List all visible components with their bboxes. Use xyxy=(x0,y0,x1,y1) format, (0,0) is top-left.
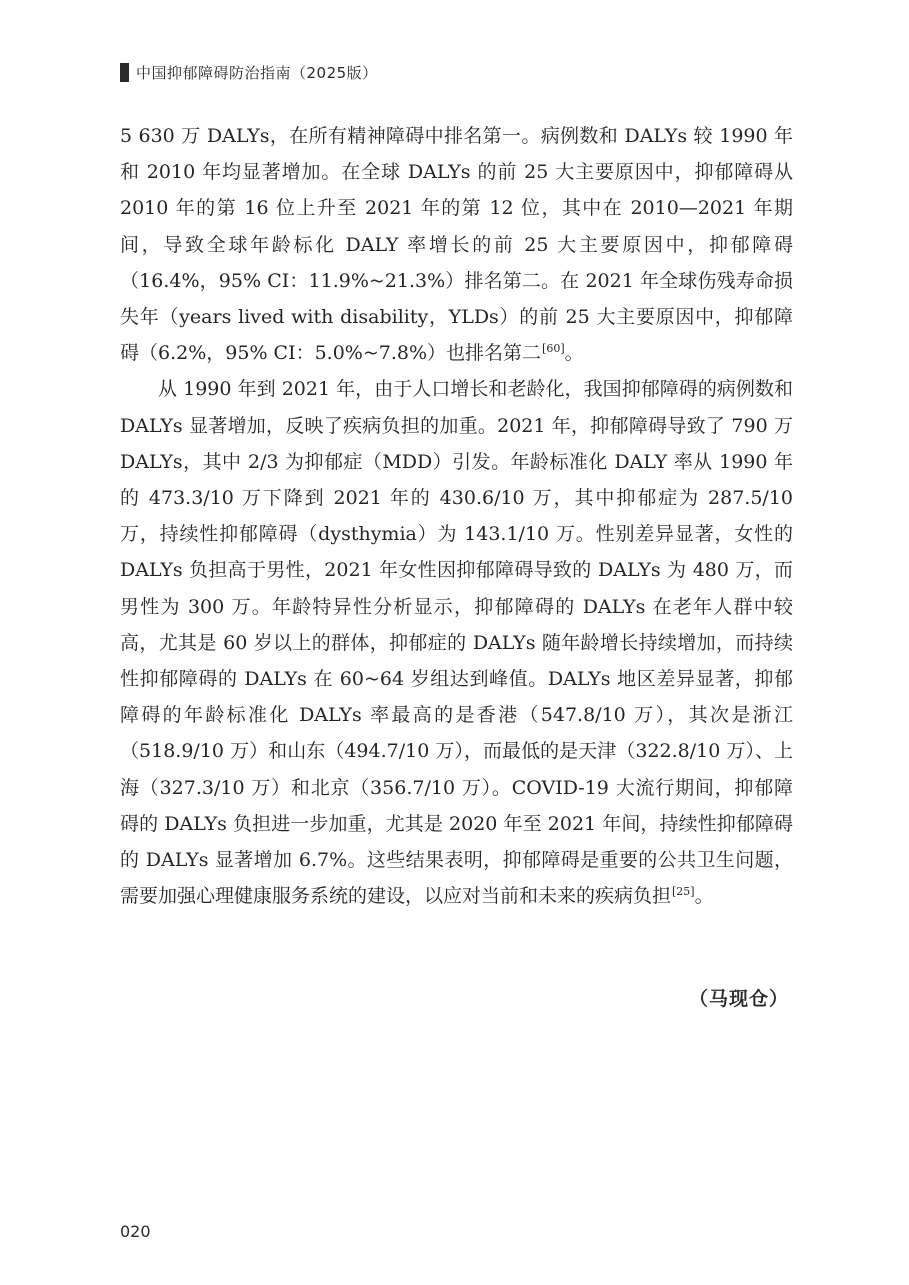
paragraph-1 xyxy=(120,118,793,371)
body-text xyxy=(120,118,793,914)
citation-25: [25] xyxy=(672,884,695,898)
page-number: 020 xyxy=(120,1222,151,1241)
author-attribution: （马现仓） xyxy=(688,988,789,1010)
book-title: 中国抑郁障碍防治指南（2025版） xyxy=(136,63,378,82)
paragraph-1-text: 5 630 万 DALYs，在所有精神障碍中排名第一。病例数和 DALYs 较 1990 年和 2010 年均显著增加。在全球 DALYs 的前 25 大主要原因中，抑郁障碍从 2010 年的第 16 位上升至 2021 年的第 12 位，其中在 2010—2021 年期间，导致全球年龄标化 DALY 率增长的前 25 大主要原因中，抑郁障碍（16.4%，95% CI：11.9%~21.3%）排名第二。在 2021 年全球伤残寿命损失年（years lived with disability，YLDs）的前 25 大主要原因中，抑郁障碍（6.2%，95% CI：5.0%~7.8%）也排名第二 xyxy=(120,125,793,365)
paragraph-2-end: 。 xyxy=(694,885,714,908)
header-bar-mark xyxy=(120,63,129,82)
paragraph-2-text: 从 1990 年到 2021 年，由于人口增长和老龄化，我国抑郁障碍的病例数和 DALYs 显著增加，反映了疾病负担的加重。2021 年，抑郁障碍导致了 790 万 DALYs，其中 2/3 为抑郁症（MDD）引发。年龄标准化 DALY 率从 1990 年的 473.3/10 万下降到 2021 年的 430.6/10 万，其中抑郁症为 287.5/10 万，持续性抑郁障碍（dysthymia）为 143.1/10 万。性别差异显著，女性的 DALYs 负担高于男性，2021 年女性因抑郁障碍导致的 DALYs 为 480 万，而男性为 300 万。年龄特异性分析显示，抑郁障碍的 DALYs 在老年人群中较高，尤其是 60 岁以上的群体，抑郁症的 DALYs 随年龄增长持续增加，而持续性抑郁障碍的 DALYs 在 60~64 岁组达到峰值。DALYs 地区差异显著，抑郁障碍的年龄标准化 DALYs 率最高的是香港（547.8/10 万），其次是浙江（518.9/10 万）和山东（494.7/10 万），而最低的是天津（322.8/10 万）、上海（327.3/10 万）和北京（356.7/10 万）。COVID-19 大流行期间，抑郁障碍的 DALYs 负担进一步加重，尤其是 2020 年至 2021 年间，持续性抑郁障碍的 DALYs 显著增加 6.7%。这些结果表明，抑郁障碍是重要的公共卫生问题，需要加强心理健康服务系统的建设，以应对当前和未来的疾病负担 xyxy=(120,378,793,908)
running-header xyxy=(120,60,378,84)
paragraph-1-end: 。 xyxy=(564,342,584,365)
citation-60: [60] xyxy=(542,341,565,355)
paragraph-2 xyxy=(120,371,793,914)
